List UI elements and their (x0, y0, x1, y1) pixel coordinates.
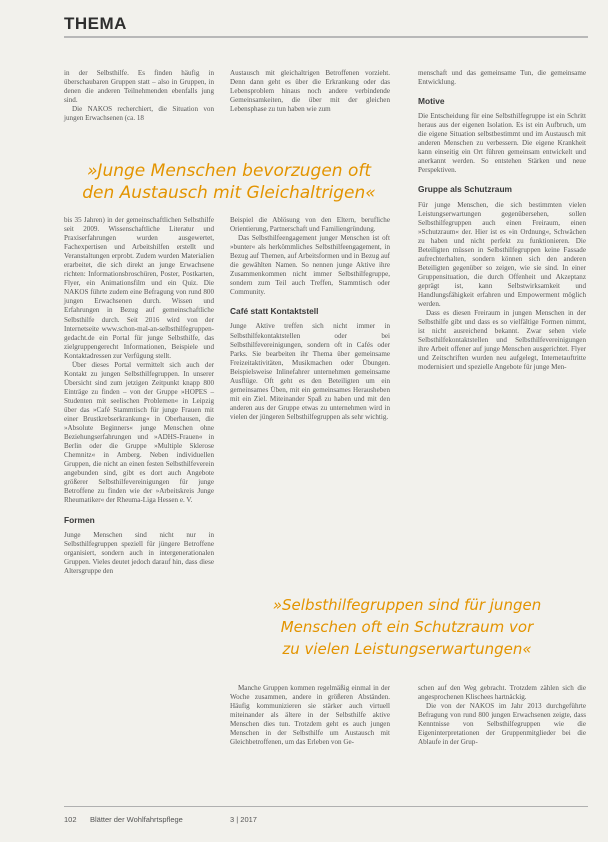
footer-rule (64, 806, 588, 807)
paragraph: Die Entscheidung für eine Selbsthilfegruppe ist ein Schritt heraus aus der eigenen Isolation. Es ist ein Aufbruch, um die eigene Situation selbstbestimmt und im Austausch mit anderen Menschen zu verbessern. Die eigene Krankheit kann einseitig ein Ort führen gemeinsam entwickelt und anerkannt werden. So entstehen Stärken und neue Perspektiven. (418, 112, 586, 175)
section-label: THEMA (64, 14, 127, 33)
paragraph: in der Selbsthilfe. Es finden häufig in überschaubaren Gruppen statt – also in Gruppen, in denen die anderen Teilnehmenden ebenfalls jung sind. (64, 69, 214, 105)
pullquote-line: zu vielen Leistungserwartungen« (282, 640, 532, 658)
pullquote-1 (64, 160, 394, 204)
column-3 (418, 69, 586, 372)
paragraph: Beispiel die Ablösung von den Eltern, berufliche Orientierung, Partnerschaft und Familiengründung. (230, 216, 390, 234)
paragraph: Für junge Menschen, die sich bestimmten vielen Leistungserwartungen gegenübersehen, sollen Selbsthilfegruppen auch einen Freiraum, einen »Schutzraum« der. Hier ist es »in Ordnung«, Schwächen zu haben und nicht perfekt zu funktionieren. Die Beteiligten müssen in Selbsthilfegruppen keine Fassade aufrechterhalten, sondern können sich den anderen Beteiligten gegenüber so zeigen, wie sie sind. In einer Gruppensituation, die durch Offenheit und Akzeptanz geprägt ist, kann Selbstwirksamkeit und Handlungsfähigkeit erfahren und Empowerment möglich werden. (418, 200, 586, 309)
page-footer (0, 806, 608, 842)
subheading-schutzraum: Gruppe als Schutzraum (418, 184, 513, 195)
pullquote-line: »Selbsthilfegruppen sind für jungen (272, 596, 542, 614)
paragraph: Dass es diesen Freiraum in jungen Menschen in der Selbsthilfe gibt und dass es so vielfältige Formen nimmt, ist nicht ausreichend bekannt. Zwar sehen viele Selbsthilfekontaktstellen und Selbsthilfevereinigungen ihre Arbeit offener auf junge Menschen ausgerichtet. Flyer und Zeitschriften wurden neu aufgelegt, Internetauftritte modernisiert und spezielle Angebote für junge Men- (418, 309, 586, 372)
column-2-top (230, 69, 390, 114)
paragraph: Die von der NAKOS im Jahr 2013 durchgeführte Befragung von rund 800 jungen Erwachsenen zeigte, dass Kenntnisse von Selbsthilfegruppen wie die Eigeninterpretationen der Gruppenmitglieder bei die Ablaufe in der Grup- (418, 702, 586, 747)
pullquote-line: den Austausch mit Gleichaltrigen« (82, 183, 376, 203)
paragraph: Manche Gruppen kommen regelmäßig einmal in der Woche zusammen, andere in größeren Abständen. Häufig kommunizieren sie stärker auch virtuell miteinander als ältere in der Selbsthilfe aktive Menschen dies tun. Trotzdem geht es auch jungen Menschen in der Selbsthilfe um Austausch mit Gleichbetroffenen, um das Erleben von Ge- (230, 684, 390, 747)
pullquote-line: Menschen oft ein Schutzraum vor (280, 618, 534, 636)
subheading-motive: Motive (418, 96, 445, 107)
paragraph: bis 35 Jahren) in der gemeinschaftlichen Selbsthilfe seit 2009. Wissenschaftliche Literatur und Praxiserfahrungen wurden ausgewertet, Fachexpertisen und Arbeitshilfen erstellt und Veranstaltungen erprobt. Zudem wurden Materialien erarbeitet, die sich direkt an junge Erwachsene richten: Informationsbroschüren, Poster, Postkarten, Flyer, ein Animationsfilm und ein Quiz. Die NAKOS führte zudem eine Befragung von rund 800 jungen Erwachsenen durch. Wissen und Erfahrungen in Bezug auf gemeinschaftliche Selbsthilfe durch. Seit 2016 wird von der Internetseite www.schon-mal-an-selbsthilfegruppen-gedacht.de ein Portal für junge Selbsthilfe, das zielgruppengerecht Informationen, Beispiele und Kontaktadressen zur Verfügung stellt. (64, 216, 214, 360)
issue-number: 3 | 2017 (230, 815, 257, 824)
page-number: 102 (64, 815, 77, 824)
column-3-bottom (418, 684, 586, 747)
journal-title: Blätter der Wohlfahrtspflege (90, 815, 183, 824)
paragraph: Die NAKOS recherchiert, die Situation von jungen Erwachsenen (ca. 18 (64, 105, 214, 123)
column-1-mid (64, 216, 214, 576)
paragraph: Das Selbsthilfeengagement junger Menschen ist oft »bunter« als herkömmliches Selbsthilfeengagement, in Bezug auf Themen, auf Arbeitsformen und in Bezug auf die gewählten Namen. So nennen junge Aktive ihre Zusammenkommen nicht immer Selbsthilfegruppe, sondern zum Teil auch Treffen, Stammtisch oder Community. (230, 234, 390, 297)
paragraph: Junge Menschen sind nicht nur in Selbsthilfegruppen speziell für jüngere Betroffene organisiert, sondern auch in intergenerationalen Gruppen. Vieles deutet jedoch darauf hin, dass diese Altersgruppe den (64, 530, 214, 575)
paragraph: Über dieses Portal vermittelt sich auch der Kontakt zu jungen Selbsthilfegruppen. In unserer Übersicht sind zum jetzigen Zeitpunkt knapp 800 Einträge zu finden – von der Gruppe »HOPES – Studenten mit seelischen Problemen« in Leipzig über das »Café Stammtisch für junge Frauen mit einer Brustkrebserkrankung« in Oberhausen, die »Absolute Beginners« junge Menschen ohne Beziehungserfahrungen und »ADHS-Frauen« in Berlin oder die Gruppe »Multiple Sklerose Chemnitz« in Amberg. Neben individuellen Gruppen, die nicht an einen festen Selbsthilfeverein angebunden sind, gibt es dort auch Angebote größerer Selbsthilfevereinigungen für junge Betroffene zu finden wie der »Arbeitskreis Junge Rheumatiker« der Rheuma-Liga Hessen e. V. (64, 360, 214, 505)
column-2-bottom (230, 684, 390, 747)
paragraph: Austausch mit gleichaltrigen Betroffenen vorzieht. Denn dann geht es über die Erkrankung oder das Lebensproblem hinaus noch andere verbindende Gemeinsamkeiten, die über mit der gleichen Lebensphase zu tun haben wie zum (230, 69, 390, 114)
column-1-top (64, 69, 214, 123)
subheading-cafe: Café statt Kontaktstell (230, 306, 319, 317)
subheading-formen: Formen (64, 514, 95, 525)
paragraph: Junge Aktive treffen sich nicht immer in Selbsthilfekontaktstellen oder bei Selbsthilfevereinigungen, sondern oft in Cafés oder Parks. Sie bearbeiten ihr Thema über gemeinsame Freizeitaktivitäten, Musikmachen oder Übungen. Beispielsweise Inlinefahrer unternehmen gemeinsame Ausflüge. Oft geht es den Beteiligten um ein gemeinsames Üben, mit ein gemeinsames Herausheben mit ein Ziel. Miteinander Spaß zu haben und mit den anderen aus der Gruppe etwas zu unternehmen wird in vielen der jüngeren Selbsthilfegruppen als sehr wichtig. (230, 322, 390, 421)
header-rule (64, 36, 588, 38)
page-header (0, 0, 608, 40)
pullquote-line: »Junge Menschen bevorzugen oft (86, 161, 372, 181)
paragraph: menschaft und das gemeinsame Tun, die gemeinsame Entwicklung. (418, 69, 586, 87)
paragraph: schen auf den Weg gebracht. Trotzdem zählen sich die angesprochenen Klischees hartnäckig. (418, 684, 586, 702)
column-2-mid (230, 216, 390, 422)
pullquote-2 (232, 594, 582, 660)
